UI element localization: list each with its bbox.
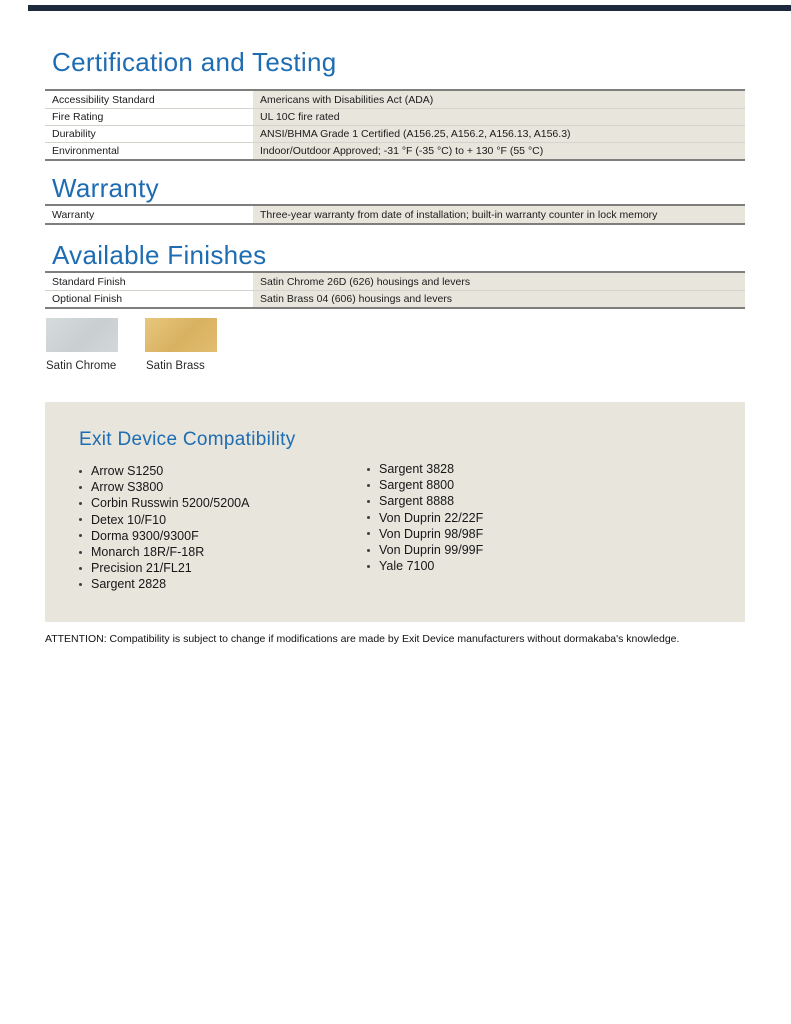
attention-note: ATTENTION: Compatibility is subject to change if modifications are made by Exit Device manufacturers without dormakaba's knowledge.: [45, 633, 680, 645]
list-item: [79, 528, 249, 544]
certification-table: [45, 89, 745, 161]
list-item-label: Corbin Russwin 5200/5200A: [91, 496, 250, 511]
list-item: [367, 510, 483, 526]
list-item-label: Arrow S1250: [91, 464, 164, 479]
list-item-label: Arrow S3800: [91, 480, 164, 495]
bullet-icon: [367, 565, 370, 568]
list-item-label: Sargent 8888: [379, 494, 455, 509]
list-item-label: Von Duprin 22/22F: [379, 510, 484, 525]
satin-brass-swatch: [145, 318, 217, 352]
spec-label: Durability: [45, 126, 253, 142]
swatch-label-brass: Satin Brass: [146, 360, 205, 372]
list-item-label: Sargent 3828: [379, 462, 455, 477]
bullet-icon: [79, 470, 82, 473]
bullet-icon: [79, 567, 82, 570]
section-title-certification: Certification and Testing: [52, 47, 337, 77]
finishes-table: [45, 271, 745, 309]
compatibility-list-right: [367, 461, 483, 574]
spec-value: Americans with Disabilities Act (ADA): [253, 91, 745, 108]
list-item: [79, 560, 249, 576]
spec-value: UL 10C fire rated: [253, 109, 745, 125]
list-item: [79, 512, 249, 528]
list-item: [79, 479, 249, 495]
satin-chrome-swatch: [46, 318, 118, 352]
list-item: [79, 544, 249, 560]
swatch-label-chrome: Satin Chrome: [46, 360, 117, 372]
list-item: [367, 558, 483, 574]
list-item-label: Dorma 9300/9300F: [91, 528, 199, 543]
section-title-warranty: Warranty: [52, 173, 159, 203]
list-item-label: Precision 21/FL21: [91, 561, 192, 576]
table-row: [45, 125, 745, 142]
table-row: [45, 142, 745, 159]
table-row: [45, 206, 745, 223]
list-item-label: Monarch 18R/F-18R: [91, 545, 205, 560]
bullet-icon: [367, 549, 370, 552]
bullet-icon: [367, 468, 370, 471]
table-row: [45, 273, 745, 290]
bullet-icon: [79, 534, 82, 537]
section-title-finishes: Available Finishes: [52, 240, 267, 270]
list-item: [367, 477, 483, 493]
list-item: [367, 461, 483, 477]
spec-value: ANSI/BHMA Grade 1 Certified (A156.25, A156.2, A156.13, A156.3): [253, 126, 745, 142]
list-item: [79, 576, 249, 592]
spec-label: Accessibility Standard: [45, 91, 253, 108]
table-row: [45, 108, 745, 125]
table-row: [45, 290, 745, 307]
list-item-label: Von Duprin 99/99F: [379, 543, 484, 558]
spec-value: Three-year warranty from date of installation; built-in warranty counter in lock memory: [253, 206, 745, 223]
spec-label: Environmental: [45, 143, 253, 159]
compatibility-title: Exit Device Compatibility: [79, 429, 296, 450]
spec-value: Satin Chrome 26D (626) housings and levers: [253, 273, 745, 290]
bullet-icon: [79, 502, 82, 505]
list-item-label: Detex 10/F10: [91, 512, 167, 527]
bullet-icon: [367, 516, 370, 519]
compatibility-panel: [45, 402, 745, 622]
compatibility-list-left: [79, 463, 249, 593]
list-item-label: Yale 7100: [379, 559, 435, 574]
list-item: [367, 526, 483, 542]
warranty-table: [45, 204, 745, 225]
bullet-icon: [367, 484, 370, 487]
bullet-icon: [367, 532, 370, 535]
list-item-label: Sargent 2828: [91, 577, 167, 592]
bullet-icon: [79, 518, 82, 521]
top-accent-bar: [28, 5, 791, 11]
table-row: [45, 91, 745, 108]
list-item-label: Sargent 8800: [379, 478, 455, 493]
spec-value: Satin Brass 04 (606) housings and levers: [253, 291, 745, 307]
spec-label: Standard Finish: [45, 273, 253, 290]
list-item: [367, 542, 483, 558]
spec-label: Warranty: [45, 206, 253, 223]
list-item: [367, 493, 483, 509]
bullet-icon: [79, 583, 82, 586]
spec-label: Optional Finish: [45, 291, 253, 307]
list-item: [79, 495, 249, 511]
list-item-label: Von Duprin 98/98F: [379, 526, 484, 541]
bullet-icon: [79, 486, 82, 489]
bullet-icon: [79, 551, 82, 554]
bullet-icon: [367, 500, 370, 503]
spec-label: Fire Rating: [45, 109, 253, 125]
spec-value: Indoor/Outdoor Approved; -31 °F (-35 °C) to + 130 °F (55 °C): [253, 143, 745, 159]
list-item: [79, 463, 249, 479]
